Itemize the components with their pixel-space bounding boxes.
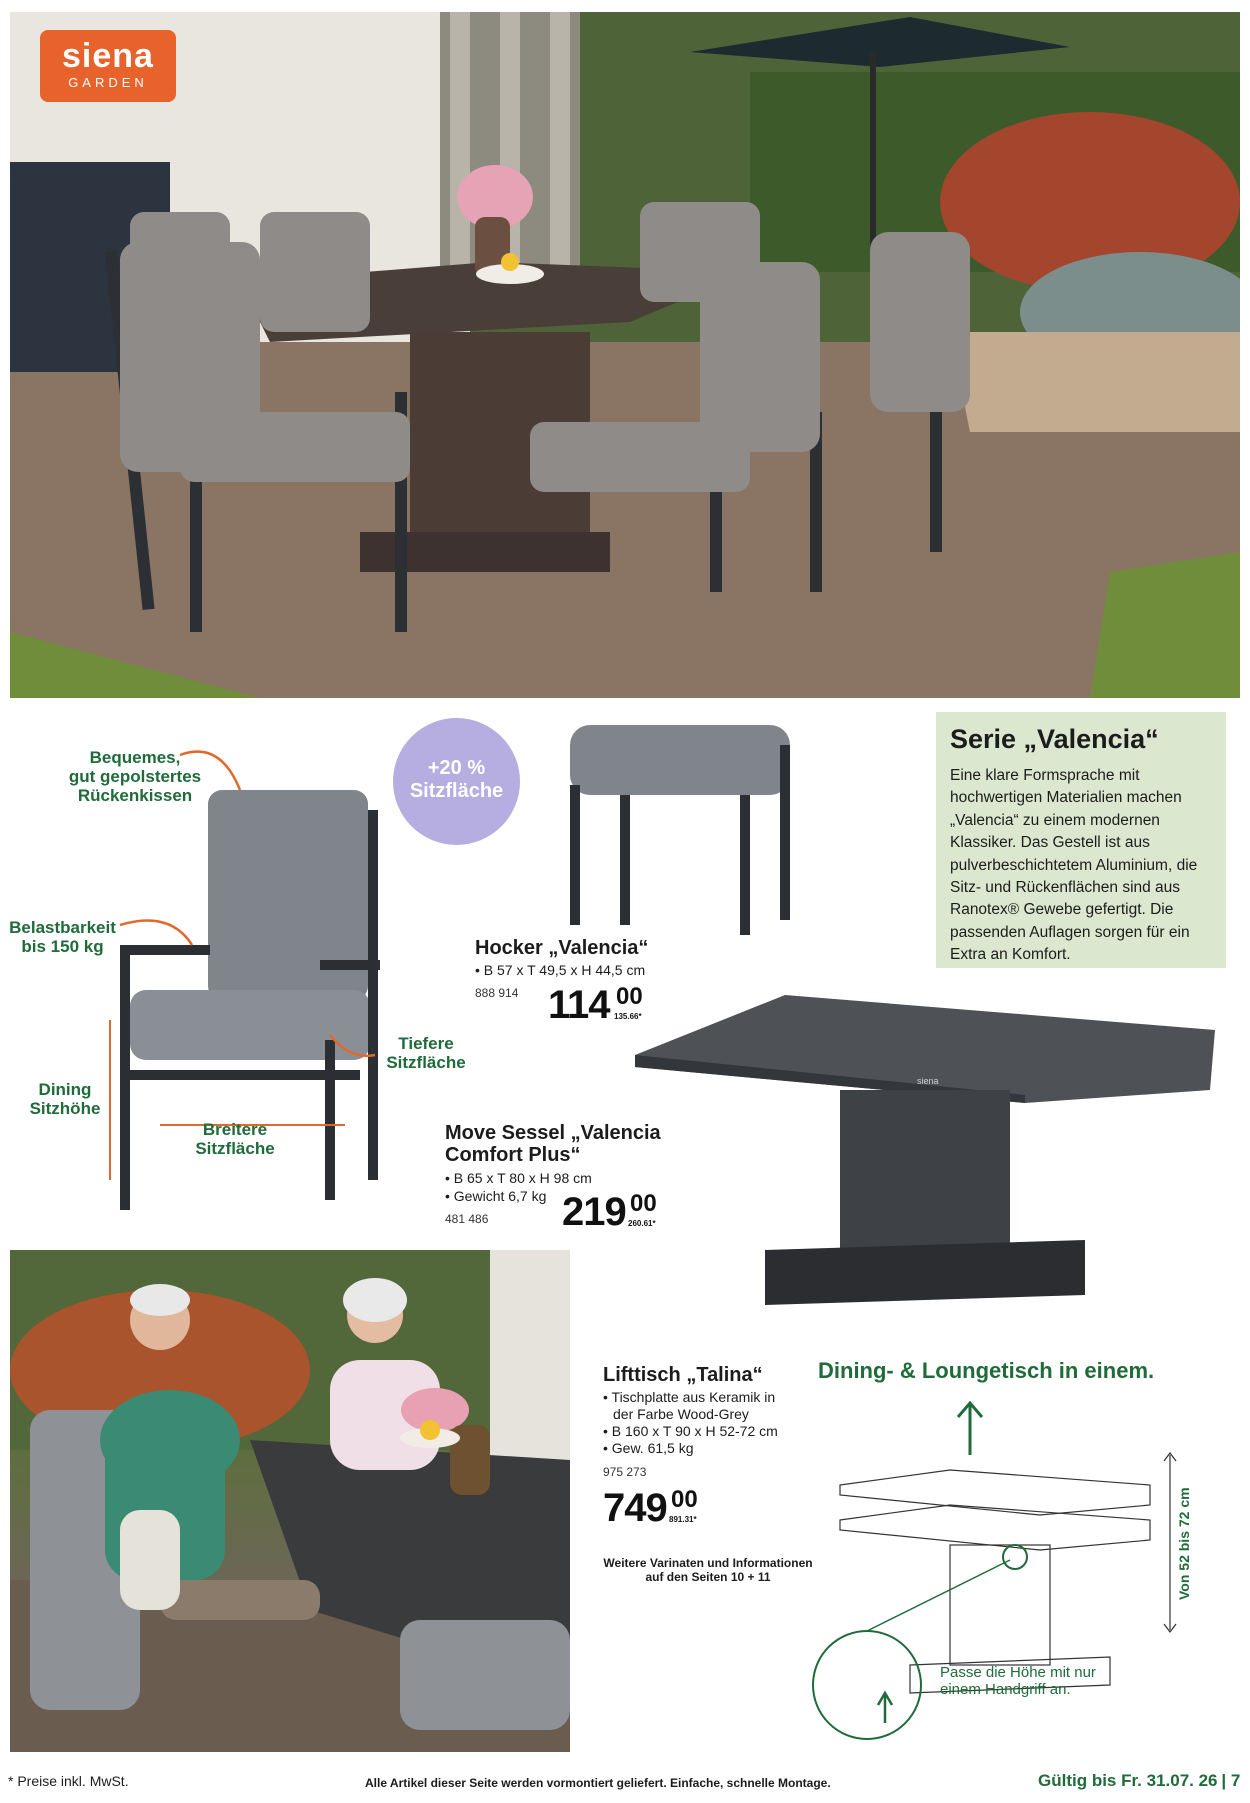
hocker-spec: • B 57 x T 49,5 x H 44,5 cm — [475, 962, 646, 978]
stool-illustration — [550, 725, 810, 945]
hocker-price-original: 135.66* — [614, 1012, 642, 1021]
annotation-wider-seat: Breitere Sitzfläche — [195, 1120, 275, 1158]
lifttisch-price — [603, 1488, 713, 1532]
lifttisch-title: Lifttisch „Talina“ — [603, 1364, 763, 1386]
annotation-dining-height: Dining Sitzhöhe — [29, 1080, 101, 1118]
hero-photo — [10, 12, 1240, 698]
siena-garden-logo — [40, 30, 176, 102]
annotation-arrows — [100, 850, 101, 851]
annotation-backrest: Bequemes, gut gepolstertes Rückenkissen — [68, 748, 202, 805]
annotation-load: Belastbarkeit bis 150 kg — [9, 918, 116, 956]
sessel-price-original: 260.61* — [628, 1219, 656, 1228]
sessel-price — [562, 1192, 672, 1236]
series-description: Eine klare Formsprache mit hochwertigen Materialien machen „Valencia“ zu einem modernen Klassiker. Das Gestell ist aus pulverbeschichtetem Aluminium, die Sitz- und Rückenflächen sind aus Ranotex® Gewebe gefertigt. Die passenden Auflagen sorgen für ein Extra an Komfort. — [950, 767, 1198, 964]
lifttisch-spec-top: • Tischplatte aus Keramik in — [603, 1389, 776, 1405]
more-variants-line1: Weitere Varinaten und Informationen — [603, 1556, 813, 1570]
hocker-title: Hocker „Valencia“ — [475, 937, 649, 959]
lifttisch-spec-color: der Farbe Wood-Grey — [613, 1406, 749, 1422]
hocker-price-cents: 00 — [616, 983, 643, 1010]
sessel-spec-dimensions: • B 65 x T 80 x H 98 cm — [445, 1170, 592, 1186]
footer-validity — [1038, 1771, 1240, 1791]
badge-percent: +20 % — [427, 757, 486, 779]
height-range-label: Von 52 bis 72 cm — [1176, 1487, 1192, 1600]
lifttisch-price-main: 749 — [603, 1486, 667, 1530]
lifttisch-spec-weight: • Gew. 61,5 kg — [603, 1440, 694, 1456]
annotation-deeper-seat: Tiefere Sitzfläche — [386, 1034, 466, 1072]
series-title: Serie „Valencia“ — [950, 724, 1159, 754]
lifttisch-spec-dimensions: • B 160 x T 90 x H 52-72 cm — [603, 1423, 778, 1439]
sessel-article-number: 481 486 — [445, 1212, 489, 1226]
table-brand-mark: siena — [917, 1076, 939, 1086]
diagram-headline: Dining- & Loungetisch in einem. — [818, 1358, 1155, 1383]
logo-brand: siena — [62, 37, 154, 75]
validity-separator: | — [1221, 1771, 1231, 1790]
validity-date: Gültig bis Fr. 31.07. 26 — [1038, 1771, 1218, 1790]
height-adjust-hint: Passe die Höhe mit nur einem Handgriff an. — [940, 1664, 1096, 1698]
badge-label: Sitzfläche — [409, 780, 504, 802]
sessel-title-line2: Comfort Plus“ — [445, 1144, 581, 1166]
series-info-box — [936, 712, 1226, 968]
footer-vat-note: * Preise inkl. MwSt. — [8, 1773, 129, 1789]
logo-sub: GARDEN — [68, 75, 148, 90]
lift-table-illustration — [625, 995, 1225, 1315]
seat-area-badge — [393, 718, 520, 845]
more-variants-line2: auf den Seiten 10 + 11 — [645, 1570, 771, 1584]
sessel-price-cents: 00 — [630, 1190, 657, 1217]
sessel-price-main: 219 — [562, 1190, 626, 1234]
sessel-title-line1: Move Sessel „Valencia — [445, 1122, 661, 1144]
patio-dining-illustration — [10, 12, 1240, 698]
lifttisch-price-cents: 00 — [671, 1486, 698, 1513]
page-number: 7 — [1230, 1771, 1241, 1790]
couple-dining-photo — [10, 1250, 570, 1752]
sessel-spec-weight: • Gewicht 6,7 kg — [445, 1188, 547, 1204]
more-variants-note — [588, 1556, 828, 1584]
couple-at-table-illustration — [10, 1250, 570, 1752]
hocker-price-main: 114 — [548, 983, 610, 1027]
lifttisch-article-number: 975 273 — [603, 1465, 647, 1479]
hocker-article-number: 888 914 — [475, 986, 519, 1000]
footer-assembly-note: Alle Artikel dieser Seite werden vormontiert geliefert. Einfache, schnelle Montage. — [365, 1776, 831, 1790]
lifttisch-price-original: 891.31* — [669, 1515, 697, 1524]
